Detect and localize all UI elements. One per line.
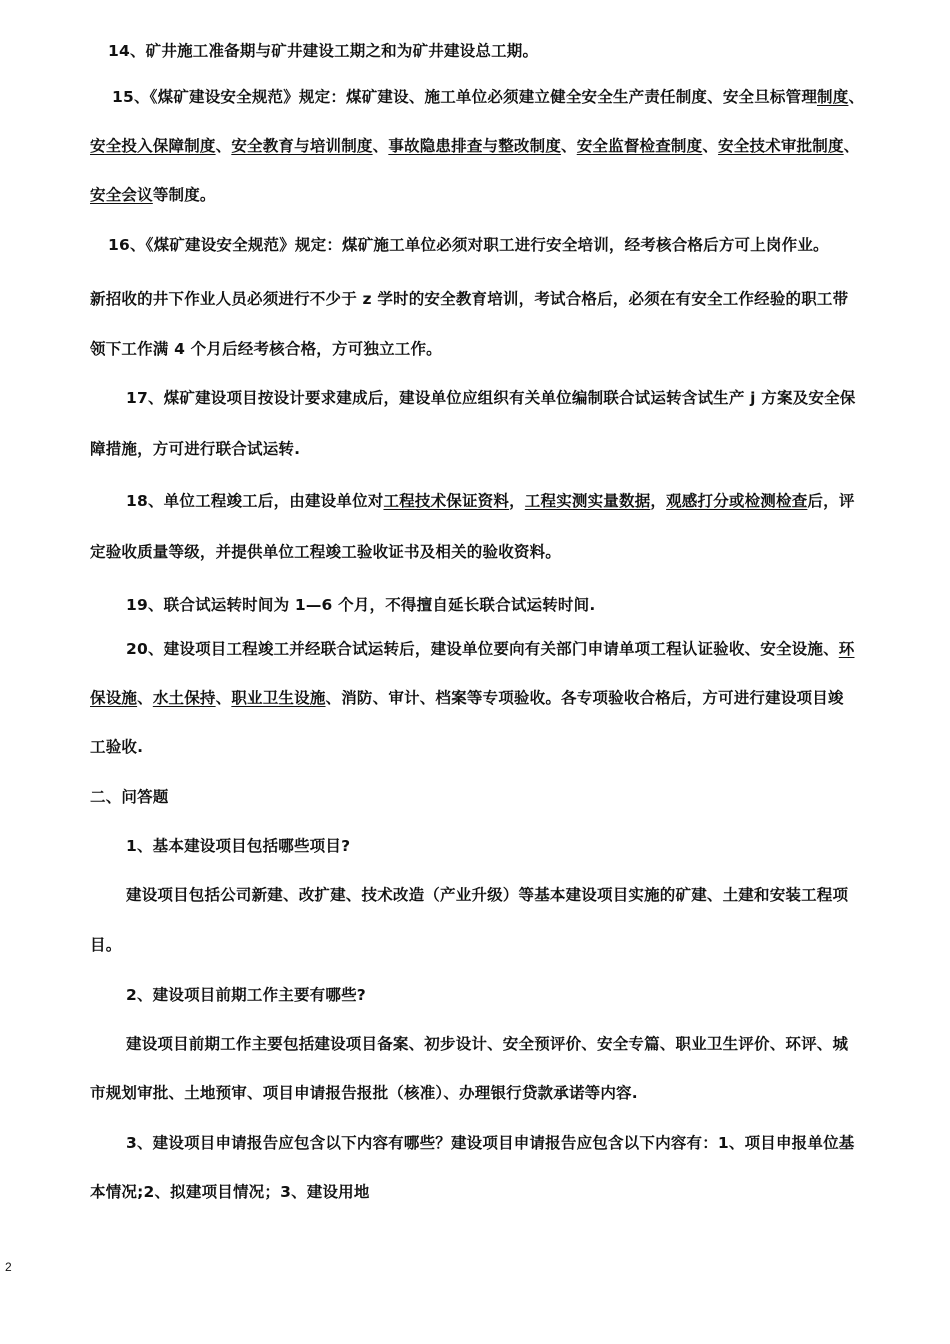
text-run: 20、建设项目工程竣工并经联合试运转后，建设单位要向有关部门申请单项工程认证验收、安全设施、	[126, 640, 839, 658]
answer-1-line-1: 建设项目包括公司新建、改扩建、技术改造（产业升级）等基本建设项目实施的矿建、土建和安装工程项	[126, 886, 849, 904]
underlined-term: 观感打分或检测检查	[666, 492, 808, 510]
underlined-term: 安全会议	[90, 186, 153, 204]
question-1: 1、基本建设项目包括哪些项目?	[126, 837, 351, 855]
text-run: 、	[561, 137, 577, 155]
underlined-term: 安全监督检查制度	[576, 137, 703, 155]
underlined-term: 安全投入保障制度	[90, 137, 216, 155]
question-3-line-1: 3、建设项目申请报告应包含以下内容有哪些？建设项目申请报告应包含以下内容有：1、项目申报单位基	[126, 1134, 855, 1152]
paragraph-15-line-1	[112, 86, 902, 108]
question-3-line-2: 本情况;2、拟建项目情况；3、建设用地	[90, 1183, 370, 1201]
paragraph-15-line-3	[90, 184, 880, 206]
underlined-term: 制度	[817, 88, 849, 106]
answer-2-line-1: 建设项目前期工作主要包括建设项目备案、初步设计、安全预评价、安全专篇、职业卫生评价、环评、城	[126, 1035, 849, 1053]
paragraph-16-line-1: 16、《煤矿建设安全规范》规定：煤矿施工单位必须对职工进行安全培训，经考核合格后方可上岗作业。	[108, 236, 829, 254]
text-run: 后，评	[807, 492, 855, 510]
section-heading: 二、问答题	[90, 788, 169, 806]
paragraph-19: 19、联合试运转时间为 1—6 个月，不得擅自延长联合试运转时间.	[126, 596, 596, 614]
text-run: 、	[372, 137, 389, 155]
text-run: 18、单位工程竣工后，由建设单位对	[126, 492, 384, 510]
paragraph-20-line-1	[126, 638, 916, 660]
paragraph-18-line-2: 定验收质量等级，并提供单位工程竣工验收证书及相关的验收资料。	[90, 543, 562, 561]
underlined-term: 水土保持	[152, 689, 216, 707]
underlined-term: 工程技术保证资料	[383, 492, 510, 510]
paragraph-15-line-2	[90, 135, 880, 157]
text-run: 等制度。	[152, 186, 216, 204]
text-run: ，	[509, 492, 525, 510]
text-run: 、	[843, 137, 860, 155]
text-run: 、	[215, 137, 232, 155]
paragraph-16-line-2: 新招收的井下作业人员必须进行不少于 z 学时的安全教育培训，考试合格后，必须在有安全工作经验的职工带	[90, 290, 849, 308]
underlined-term: 工程实测实量数据	[524, 492, 651, 510]
text-run: 、	[215, 689, 232, 707]
text-run: ，	[650, 492, 667, 510]
underlined-term: 环	[838, 640, 855, 658]
paragraph-20-line-3: 工验收.	[90, 738, 144, 756]
question-2: 2、建设项目前期工作主要有哪些?	[126, 986, 366, 1004]
text-run: 、	[702, 137, 719, 155]
text-run: 、消防、审计、档案等专项验收。各专项验收合格后，方可进行建设项目竣	[325, 689, 844, 707]
page-number: 2	[5, 1260, 12, 1274]
underlined-term: 保设施	[90, 689, 138, 707]
text-run: 、	[137, 689, 153, 707]
paragraph-20-line-2	[90, 687, 880, 709]
paragraph-17-line-2: 障措施，方可进行联合试运转.	[90, 440, 301, 458]
paragraph-14: 14、矿井施工准备期与矿井建设工期之和为矿井建设总工期。	[108, 42, 539, 60]
underlined-term: 安全教育与培训制度	[231, 137, 373, 155]
paragraph-18-line-1	[126, 490, 916, 512]
text-run: 、	[848, 88, 865, 106]
paragraph-17-line-1: 17、煤矿建设项目按设计要求建成后，建设单位应组织有关单位编制联合试运转含试生产 j 方案及安全保	[126, 389, 856, 407]
paragraph-16-line-3: 领下工作满 4 个月后经考核合格，方可独立工作。	[90, 340, 442, 358]
text-run: 15、《煤矿建设安全规范》规定：煤矿建设、施工单位必须建立健全安全生产责任制度、安全旦标管理	[112, 88, 818, 106]
underlined-term: 事故隐患排查与整改制度	[388, 137, 562, 155]
answer-1-line-2: 目。	[90, 936, 122, 954]
underlined-term: 职业卫生设施	[231, 689, 326, 707]
answer-2-line-2: 市规划审批、土地预审、项目申请报告报批（核准）、办理银行贷款承诺等内容.	[90, 1084, 638, 1102]
underlined-term: 安全技术审批制度	[718, 137, 844, 155]
